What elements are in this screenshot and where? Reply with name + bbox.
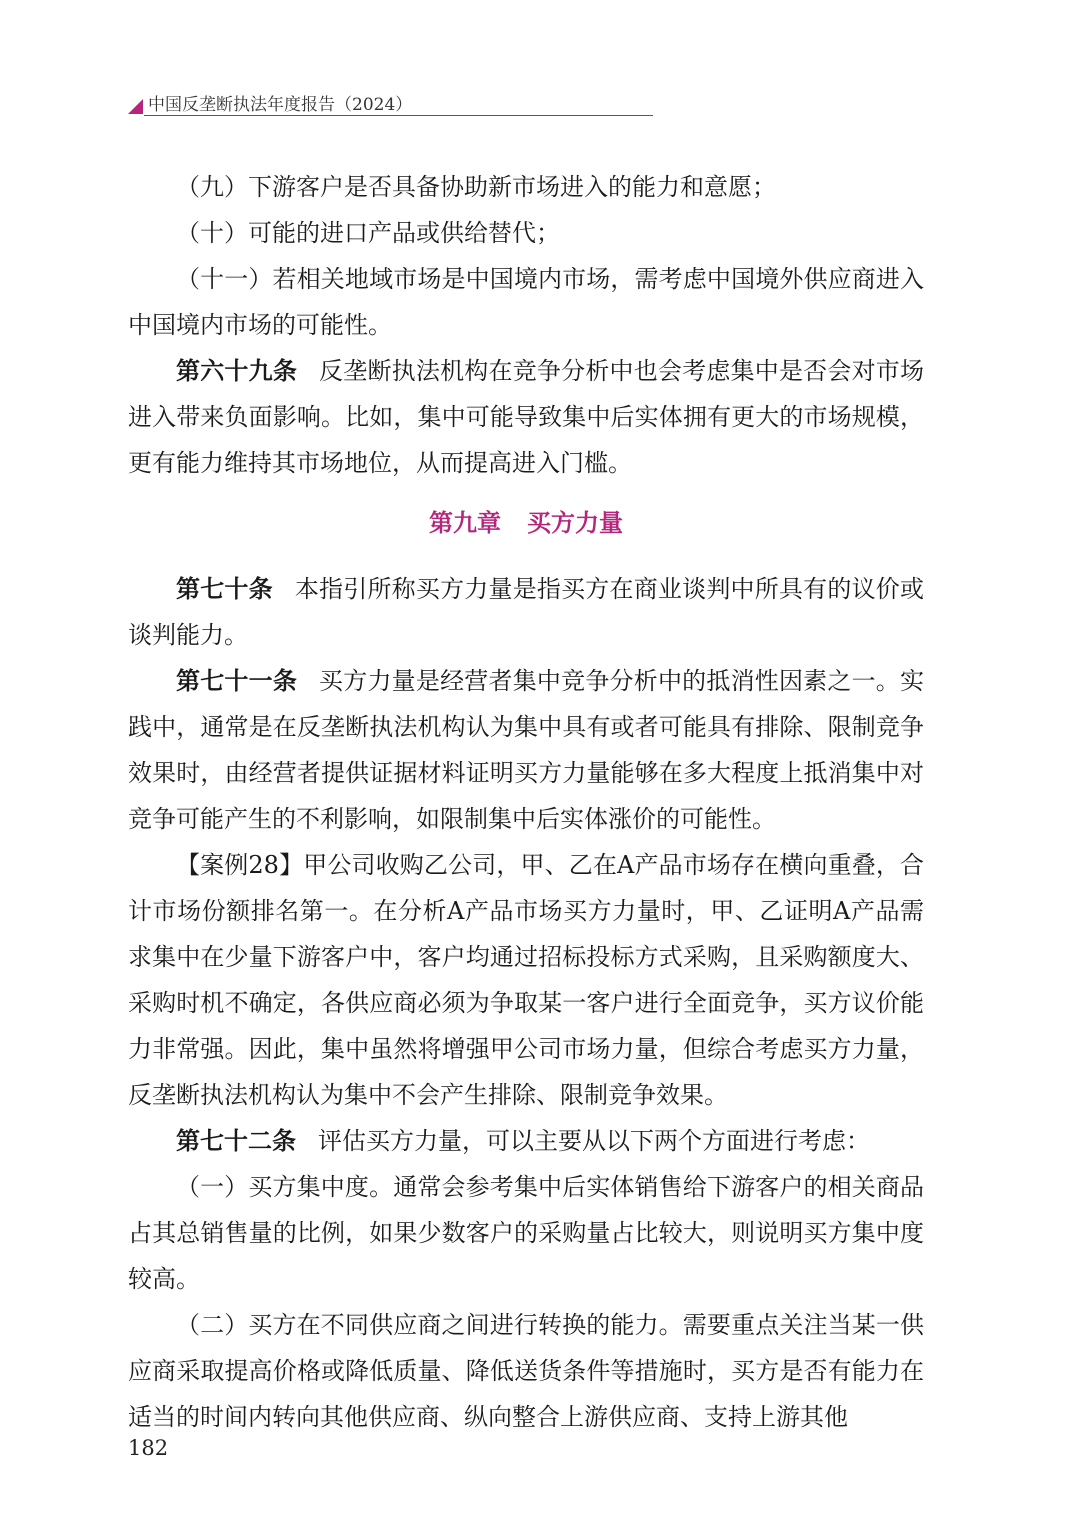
clause-11-text: （十一）若相关地域市场是中国境内市场，需考虑中国境外供应商进入中国境内市场的可能性。 — [128, 265, 924, 339]
item-2-text: （二）买方在不同供应商之间进行转换的能力。需要重点关注当某一供应商采取提高价格或降低质量、降低送货条件等措施时，买方是否有能力在适当的时间内转向其他供应商、纵向整合上游供应商、支持上游其他 — [128, 1311, 924, 1431]
article-71-text: 买方力量是经营者集中竞争分析中的抵消性因素之一。实践中，通常是在反垄断执法机构认为集中具有或者可能具有排除、限制竞争效果时，由经营者提供证据材料证明买方力量能够在多大程度上抵消集中对竞争可能产生的不利影响，如限制集中后实体涨价的可能性。 — [128, 667, 925, 833]
chapter-title: 买方力量 — [527, 509, 623, 537]
running-header-title: 中国反垄断执法年度报告（2024） — [148, 95, 413, 115]
article-70-text: 本指引所称买方力量是指买方在商业谈判中所具有的议价或谈判能力。 — [128, 575, 924, 649]
clause-9-text: （九）下游客户是否具备协助新市场进入的能力和意愿； — [176, 173, 776, 201]
article-72-heading: 第七十二条 — [176, 1127, 296, 1155]
chapter-heading — [128, 500, 924, 546]
article-69 — [128, 348, 924, 486]
page-body — [128, 164, 924, 1440]
item-1-text: （一）买方集中度。通常会参考集中后实体销售给下游客户的相关商品占其总销售量的比例，如果少数客户的采购量占比较大，则说明买方集中度较高。 — [128, 1173, 924, 1293]
article-72-text: 评估买方力量，可以主要从以下两个方面进行考虑： — [318, 1127, 870, 1155]
clause-10-text: （十）可能的进口产品或供给替代； — [176, 219, 560, 247]
article-71 — [128, 658, 924, 842]
header-triangle-mark — [128, 99, 143, 114]
article-71-heading: 第七十一条 — [176, 667, 298, 695]
article-69-text: 反垄断执法机构在竞争分析中也会考虑集中是否会对市场进入带来负面影响。比如，集中可能导致集中后实体拥有更大的市场规模，更有能力维持其市场地位，从而提高进入门槛。 — [128, 357, 925, 477]
item-2 — [128, 1302, 924, 1440]
chapter-number: 第九章 — [429, 509, 501, 537]
article-70 — [128, 566, 924, 658]
clause-11 — [128, 256, 924, 348]
case-28-text: 【案例28】甲公司收购乙公司，甲、乙在A产品市场存在横向重叠，合计市场份额排名第一。在分析A产品市场买方力量时，甲、乙证明A产品需求集中在少量下游客户中，客户均通过招标投标方式采购，且采购额度大、采购时机不确定，各供应商必须为争取某一客户进行全面竞争，买方议价能力非常强。因此，集中虽然将增强甲公司市场力量，但综合考虑买方力量，反垄断执法机构认为集中不会产生排除、限制竞争效果。 — [128, 851, 924, 1109]
clause-10 — [128, 210, 924, 256]
header-rule — [144, 115, 653, 116]
case-28 — [128, 842, 924, 1118]
running-header — [128, 90, 653, 116]
page-number: 182 — [128, 1436, 169, 1460]
clause-9 — [128, 164, 924, 210]
item-1 — [128, 1164, 924, 1302]
article-69-heading: 第六十九条 — [176, 357, 298, 385]
article-72 — [128, 1118, 924, 1164]
article-70-heading: 第七十条 — [176, 575, 273, 603]
